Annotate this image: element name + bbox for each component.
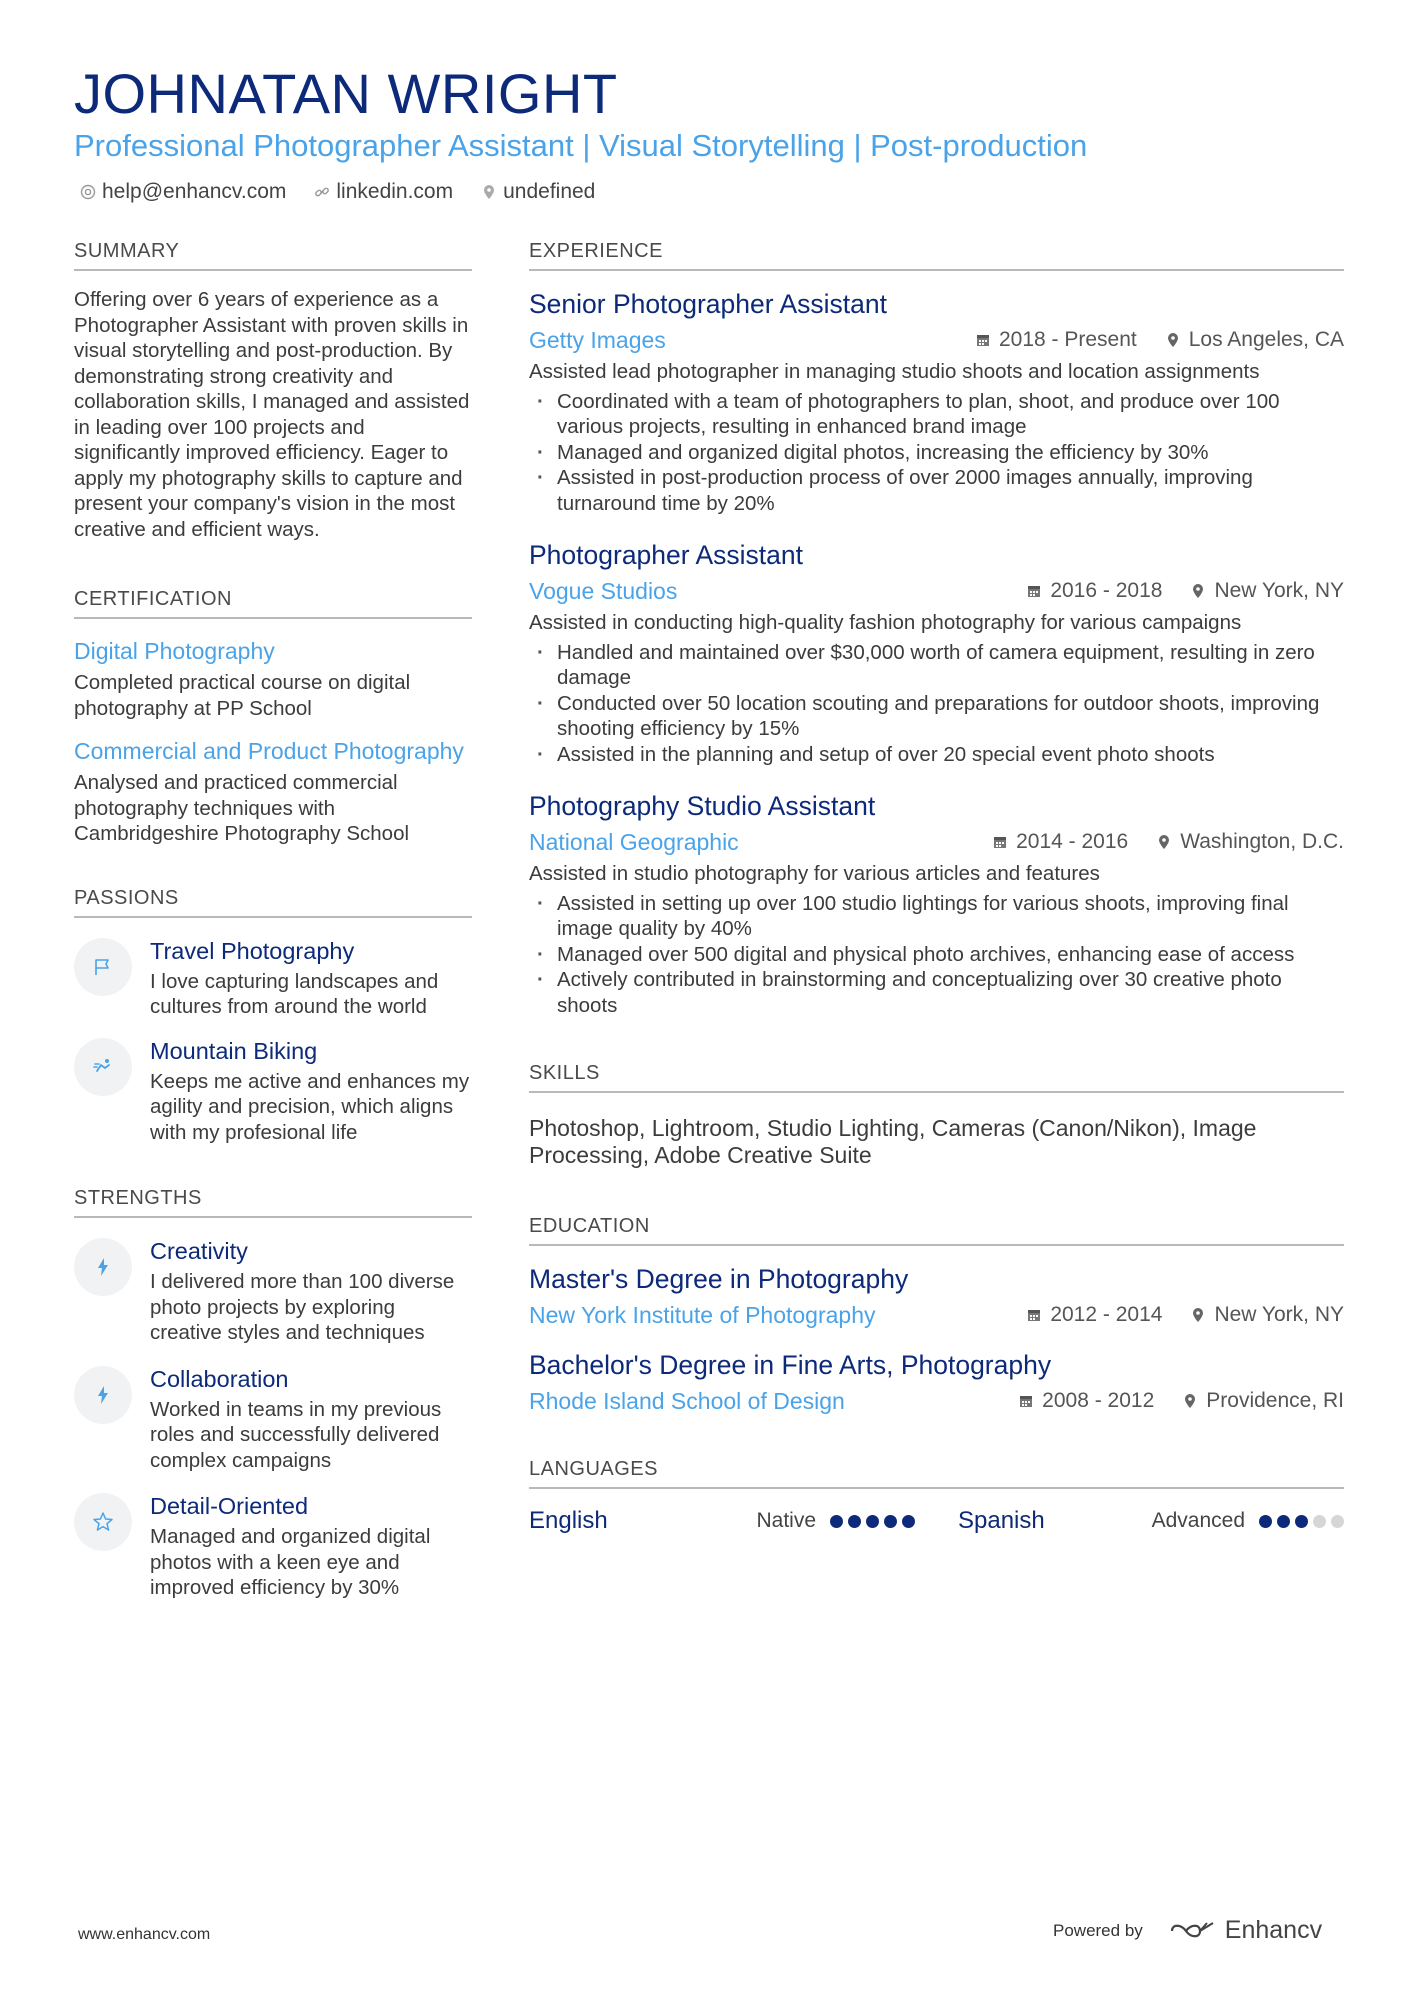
job-bullet: · Managed and organized digital photos, increasing the efficiency by 30% <box>529 440 1344 466</box>
calendar-icon <box>992 834 1008 850</box>
summary-text: Offering over 6 years of experience as a Photographer Assistant with proven skills in visual storytelling and post-production. By demonstrating strong creativity and collaboration skills, I managed and assisted in leading over 100 projects and significantly improved efficiency. Eager to apply my photography skills to capture and present your company's vision in the most creative and efficient ways. <box>74 288 470 541</box>
job-bullets <box>529 640 1344 768</box>
section-title-skills: SKILLS <box>529 1060 1344 1093</box>
job-bullet: · Conducted over 50 location scouting and preparations for outdoor shoots, improving shooting efficiency by 15% <box>529 691 1344 742</box>
job-dates-text: 2016 - 2018 <box>1050 579 1163 602</box>
strength-body <box>150 1236 472 1346</box>
strength-title: Creativity <box>150 1238 248 1264</box>
job-meta-row <box>529 827 1344 857</box>
passion-item <box>74 936 472 1020</box>
job-location <box>1190 579 1344 603</box>
edu-dates <box>1018 1389 1154 1413</box>
section-title-education: EDUCATION <box>529 1213 1344 1246</box>
language-dots <box>1259 1515 1344 1528</box>
job-meta-row <box>529 325 1344 355</box>
job-dates <box>992 830 1128 854</box>
job-desc: Assisted lead photographer in managing studio shoots and location assignments <box>529 360 1260 383</box>
job-meta <box>975 328 1344 352</box>
edu-location <box>1190 1303 1344 1327</box>
skills-section <box>529 1060 1344 1169</box>
left-column <box>74 238 472 1601</box>
contact-location <box>481 178 595 206</box>
brand-name: Enhancv <box>1224 1916 1323 1944</box>
job-entry <box>529 789 1344 1018</box>
headline: Professional Photographer Assistant | Visual Storytelling | Post-production <box>74 128 1088 163</box>
calendar-icon <box>1026 1307 1042 1323</box>
section-title-summary: SUMMARY <box>74 238 472 271</box>
passion-desc: Keeps me active and enhances my agility and precision, which aligns with my profesional life <box>150 1069 470 1144</box>
map-pin-icon <box>1182 1393 1198 1409</box>
edu-meta-row <box>529 1300 1344 1330</box>
job-dates <box>1026 579 1162 603</box>
edu-dates-text: 2008 - 2012 <box>1042 1389 1155 1412</box>
job-title: Photographer Assistant <box>529 540 804 570</box>
cert-title: Commercial and Product Photography <box>74 738 464 764</box>
map-pin-icon <box>1190 1307 1206 1323</box>
language-level: Native <box>756 1509 816 1532</box>
cert-desc: Analysed and practiced commercial photography techniques with Cambridgeshire Photography School <box>74 771 410 845</box>
education-section <box>529 1213 1344 1416</box>
strength-title: Detail-Oriented <box>150 1493 309 1519</box>
language-name: Spanish <box>958 1507 1045 1534</box>
job-title: Photography Studio Assistant <box>529 791 876 821</box>
job-bullets <box>529 891 1344 1019</box>
job-meta-row <box>529 576 1344 606</box>
at-icon <box>80 184 96 200</box>
job-location <box>1156 830 1344 854</box>
right-column <box>529 238 1344 1535</box>
strength-icon-wrap <box>74 1366 132 1424</box>
passion-icon-wrap <box>74 1038 132 1096</box>
language-level: Advanced <box>1151 1509 1245 1532</box>
job-bullet: · Assisted in the planning and setup of over 20 special event photo shoots <box>529 742 1344 768</box>
proficiency-dot-filled <box>1295 1515 1308 1528</box>
brand-logo[interactable] <box>1169 1916 1322 1945</box>
contact-linkedin[interactable] <box>314 178 453 206</box>
job-location <box>1165 328 1344 352</box>
edu-degree: Master's Degree in Photography <box>529 1264 909 1294</box>
cert-item <box>74 637 472 721</box>
job-location-text: New York, NY <box>1214 579 1344 602</box>
strength-desc: Managed and organized digital photos with a keen eye and improved efficiency by 30% <box>150 1525 431 1599</box>
candidate-name: JOHNATAN WRIGHT <box>74 62 618 125</box>
job-dates <box>975 328 1137 352</box>
job-location-text: Washington, D.C. <box>1180 830 1344 853</box>
strength-item <box>74 1491 472 1601</box>
strength-body <box>150 1364 472 1474</box>
map-pin-icon <box>1156 834 1172 850</box>
strength-item <box>74 1236 472 1346</box>
job-meta <box>992 830 1344 854</box>
edu-degree: Bachelor's Degree in Fine Arts, Photography <box>529 1350 1052 1380</box>
bike-icon <box>91 1055 115 1079</box>
language-item <box>958 1507 1344 1535</box>
edu-school: New York Institute of Photography <box>529 1302 876 1328</box>
contact-email[interactable] <box>80 178 286 206</box>
proficiency-dot-filled <box>866 1515 879 1528</box>
section-title-certification: CERTIFICATION <box>74 586 472 619</box>
job-company: National Geographic <box>529 829 739 855</box>
map-pin-icon <box>481 184 497 200</box>
proficiency-dot-filled <box>848 1515 861 1528</box>
proficiency-dot-empty <box>1331 1515 1344 1528</box>
passion-body <box>150 1036 472 1146</box>
section-title-passions: PASSIONS <box>74 885 472 918</box>
passion-item <box>74 1036 472 1146</box>
job-bullet: · Assisted in setting up over 100 studio lightings for various shoots, improving final image quality by 40% <box>529 891 1344 942</box>
section-title-strengths: STRENGTHS <box>74 1185 472 1218</box>
job-company: Vogue Studios <box>529 578 678 604</box>
passion-desc: I love capturing landscapes and cultures from around the world <box>150 969 439 1018</box>
job-bullet: · Coordinated with a team of photographers to plan, shoot, and produce over 100 various projects, resulting in enhanced brand image <box>529 389 1344 440</box>
proficiency-dot-filled <box>1277 1515 1290 1528</box>
strength-desc: I delivered more than 100 diverse photo projects by exploring creative styles and techniques <box>150 1270 455 1344</box>
cert-title: Digital Photography <box>74 638 275 664</box>
passion-icon-wrap <box>74 938 132 996</box>
edu-meta <box>1026 1303 1344 1327</box>
bolt-icon <box>91 1255 115 1279</box>
languages-section <box>529 1456 1344 1535</box>
strength-title: Collaboration <box>150 1365 289 1392</box>
enhancv-logo-icon <box>1169 1919 1215 1943</box>
location-text: undefined <box>503 180 596 203</box>
job-entry <box>529 287 1344 516</box>
job-bullet: · Managed over 500 digital and physical photo archives, enhancing ease of access <box>529 942 1344 968</box>
flag-icon <box>91 955 115 979</box>
proficiency-dot-filled <box>1259 1515 1272 1528</box>
calendar-icon <box>975 332 991 348</box>
footer-branding <box>1053 1916 1322 1945</box>
contact-bar <box>80 178 595 206</box>
language-item <box>529 1507 915 1535</box>
job-bullets <box>529 389 1344 517</box>
edu-school: Rhode Island School of Design <box>529 1388 845 1414</box>
job-meta <box>1026 579 1344 603</box>
job-entry <box>529 538 1344 767</box>
strength-desc: Worked in teams in my previous roles and successfully delivered complex campaigns <box>150 1397 442 1472</box>
job-location-text: Los Angeles, CA <box>1188 328 1344 351</box>
bolt-icon <box>91 1383 115 1407</box>
experience-section <box>529 238 1344 1018</box>
proficiency-dot-filled <box>884 1515 897 1528</box>
section-title-experience: EXPERIENCE <box>529 238 1344 271</box>
strength-body <box>150 1491 472 1601</box>
section-title-languages: LANGUAGES <box>529 1456 1344 1489</box>
linkedin-text: linkedin.com <box>336 180 454 203</box>
summary-section <box>74 238 472 542</box>
strength-icon-wrap <box>74 1493 132 1551</box>
job-dates-text: 2018 - Present <box>998 328 1137 351</box>
calendar-icon <box>1026 583 1042 599</box>
job-title: Senior Photographer Assistant <box>529 289 887 319</box>
job-desc: Assisted in studio photography for various articles and features <box>529 862 1100 885</box>
footer-website[interactable]: www.enhancv.com <box>78 1926 211 1943</box>
proficiency-dot-filled <box>902 1515 915 1528</box>
star-icon <box>91 1510 115 1534</box>
job-bullet: · Handled and maintained over $30,000 worth of camera equipment, resulting in zero damage <box>529 640 1344 691</box>
cert-item <box>74 737 472 847</box>
map-pin-icon <box>1165 332 1181 348</box>
job-dates-text: 2014 - 2016 <box>1016 830 1129 853</box>
job-bullet: · Assisted in post-production process of over 2000 images annually, improving turnaround time by 20% <box>529 465 1344 516</box>
map-pin-icon <box>1190 583 1206 599</box>
job-desc: Assisted in conducting high-quality fashion photography for various campaigns <box>529 611 1242 634</box>
edu-location-text: Providence, RI <box>1206 1389 1344 1412</box>
language-name: English <box>529 1507 608 1534</box>
proficiency-dot-filled <box>830 1515 843 1528</box>
link-icon <box>314 184 330 200</box>
edu-dates-text: 2012 - 2014 <box>1050 1303 1163 1326</box>
education-entry <box>529 1262 1344 1330</box>
email-text: help@enhancv.com <box>102 180 287 203</box>
passion-title: Mountain Biking <box>150 1037 318 1064</box>
education-entry <box>529 1348 1344 1416</box>
powered-by-label: Powered by <box>1053 1920 1143 1940</box>
strength-icon-wrap <box>74 1238 132 1296</box>
calendar-icon <box>1018 1393 1034 1409</box>
edu-location <box>1182 1389 1344 1413</box>
cert-desc: Completed practical course on digital photography at PP School <box>74 671 411 720</box>
language-dots <box>830 1515 915 1528</box>
languages-row <box>529 1507 1344 1535</box>
job-bullet: · Actively contributed in brainstorming and conceptualizing over 30 creative photo shoots <box>529 967 1344 1018</box>
edu-meta <box>1018 1389 1344 1413</box>
passion-title: Travel Photography <box>150 937 355 964</box>
certification-section <box>74 586 472 847</box>
edu-dates <box>1026 1303 1162 1327</box>
skills-text: Photoshop, Lightroom, Studio Lighting, Cameras (Canon/Nikon), Image Processing, Adobe Creative Suite <box>529 1115 1257 1168</box>
passions-section <box>74 885 472 1146</box>
edu-meta-row <box>529 1386 1344 1416</box>
edu-location-text: New York, NY <box>1214 1303 1344 1326</box>
strengths-section <box>74 1185 472 1601</box>
proficiency-dot-empty <box>1313 1515 1326 1528</box>
passion-body <box>150 936 472 1020</box>
strength-item <box>74 1364 472 1474</box>
job-company: Getty Images <box>529 327 666 353</box>
